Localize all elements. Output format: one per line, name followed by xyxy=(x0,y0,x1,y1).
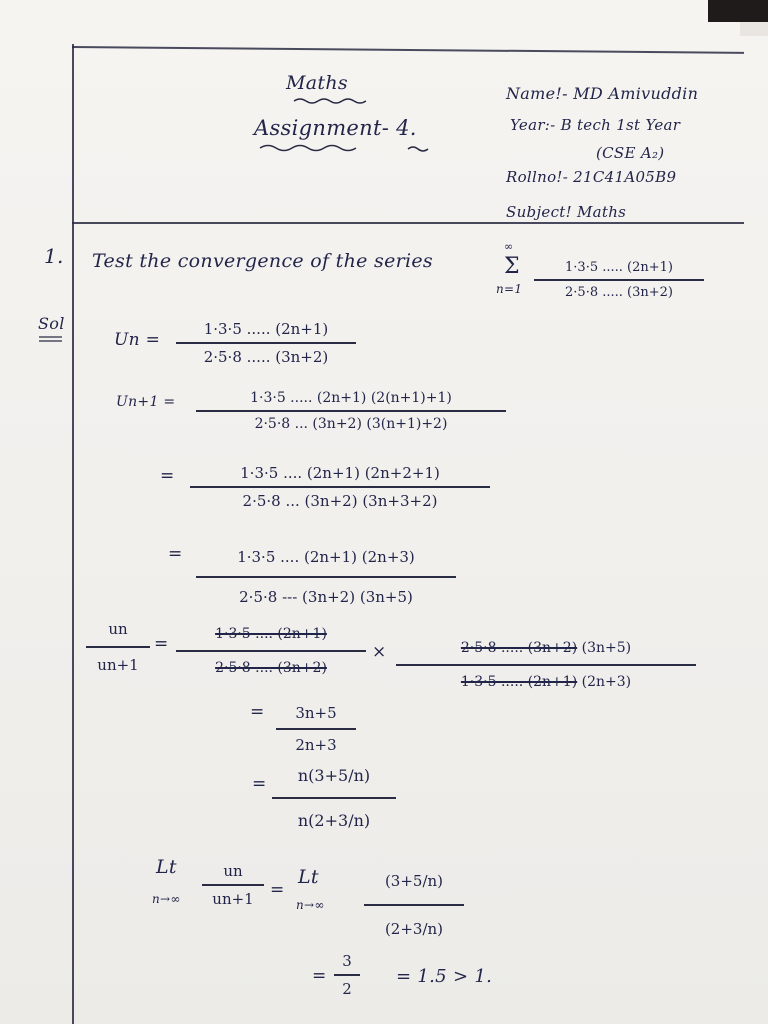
limit-rhs-denominator: (2+3/n) xyxy=(384,919,444,938)
final-denominator: 2 xyxy=(342,979,352,998)
simplified-fraction xyxy=(276,704,356,754)
equals-sign: = xyxy=(160,466,175,486)
limit-rhs-fraction xyxy=(364,872,464,938)
ratio-numerator: un xyxy=(108,620,128,638)
student-subject: Subject! Maths xyxy=(506,203,627,221)
ratio-denominator: un+1 xyxy=(97,655,139,674)
simplified-numerator: 3n+5 xyxy=(295,704,337,722)
final-result: = 1.5 > 1. xyxy=(396,966,493,987)
un-label: Un = xyxy=(114,330,161,350)
solution-label: Sol xyxy=(38,314,65,333)
ratio-second-fraction xyxy=(396,640,696,690)
subject-title: Maths xyxy=(286,72,348,94)
limit-ratio-numerator: un xyxy=(223,862,243,880)
limit-ratio-denominator: un+1 xyxy=(212,889,254,908)
assignment-title: Assignment- 4. xyxy=(254,116,417,140)
un-denominator: 2·5·8 ..... (3n+2) xyxy=(203,347,329,366)
un1-numerator: 1·3·5 ..... (2n+1) (2(n+1)+1) xyxy=(250,390,452,406)
ratio-second-denominator-cancelled: 1·3·5 ..... (2n+1) xyxy=(460,673,578,690)
ratio-first-denominator: 2·5·8 .... (3n+2) xyxy=(215,659,327,676)
un1-fraction xyxy=(196,390,506,432)
limit-rhs-subscript: n→∞ xyxy=(296,898,325,912)
fraction-bar xyxy=(334,974,360,976)
step3-denominator: 2·5·8 --- (3n+2) (3n+5) xyxy=(239,587,413,606)
step3-fraction xyxy=(196,548,456,606)
equals-sign: = xyxy=(270,880,285,900)
fraction-bar xyxy=(202,884,264,886)
question-number: 1. xyxy=(44,244,64,268)
page-corner xyxy=(740,22,768,36)
solution-underline xyxy=(38,334,64,344)
margin-line xyxy=(72,44,74,1024)
limit-ratio-fraction xyxy=(202,862,264,908)
final-fraction xyxy=(334,952,360,998)
question-text: Test the convergence of the series xyxy=(92,250,433,272)
equals-sign: = xyxy=(252,774,267,794)
fraction-bar xyxy=(276,728,356,730)
equals-sign: = xyxy=(168,544,183,564)
series-numerator: 1·3·5 ..... (2n+1) xyxy=(565,260,673,275)
equals-sign: = xyxy=(154,634,169,654)
sum-lower-limit: n=1 xyxy=(496,282,523,296)
student-year: Year:- B tech 1st Year xyxy=(510,116,681,134)
limit-rhs-label: Lt xyxy=(298,866,319,888)
fraction-bar xyxy=(86,646,150,648)
limit-rhs-numerator: (3+5/n) xyxy=(384,872,444,890)
sum-upper-limit: ∞ xyxy=(504,240,514,253)
fraction-bar xyxy=(534,279,704,281)
ratio-second-numerator: (3n+5) xyxy=(581,640,632,656)
underline-squiggle xyxy=(292,96,372,106)
un1-denominator: 2·5·8 ... (3n+2) (3(n+1)+2) xyxy=(254,415,448,432)
dark-corner-shadow xyxy=(708,0,768,22)
un1-label: Un+1 = xyxy=(116,394,176,410)
equals-sign: = xyxy=(312,966,327,986)
fraction-bar xyxy=(364,904,464,906)
step2-denominator: 2·5·8 ... (3n+2) (3n+3+2) xyxy=(242,491,438,510)
equals-sign: = xyxy=(250,702,265,722)
un-fraction xyxy=(176,320,356,366)
series-denominator: 2·5·8 ..... (3n+2) xyxy=(565,284,673,300)
limit-label: Lt xyxy=(156,856,177,878)
factored-denominator: n(2+3/n) xyxy=(297,810,371,830)
ratio-fraction xyxy=(86,620,150,674)
ratio-second-denominator: (2n+3) xyxy=(581,673,632,690)
fraction-bar xyxy=(272,797,396,799)
series-fraction xyxy=(534,260,704,300)
times-sign: × xyxy=(372,642,387,662)
student-roll: Rollno!- 21C41A05B9 xyxy=(506,168,677,186)
fraction-bar xyxy=(196,410,506,412)
un-numerator: 1·3·5 ..... (2n+1) xyxy=(203,320,329,338)
fraction-bar xyxy=(190,486,490,488)
student-name: Name!- MD Amivuddin xyxy=(506,84,699,103)
limit-subscript: n→∞ xyxy=(152,892,181,906)
fraction-bar xyxy=(196,576,456,578)
final-numerator: 3 xyxy=(342,952,352,970)
assignment-underline-squiggle xyxy=(258,142,438,154)
student-class: (CSE A₂) xyxy=(596,144,665,162)
fraction-bar xyxy=(396,664,696,666)
fraction-bar xyxy=(176,650,366,652)
ratio-first-fraction xyxy=(176,626,366,676)
step2-numerator: 1·3·5 .... (2n+1) (2n+2+1) xyxy=(240,464,440,482)
step3-numerator: 1·3·5 .... (2n+1) (2n+3) xyxy=(237,548,415,566)
factored-numerator: n(3+5/n) xyxy=(297,766,371,785)
factored-fraction xyxy=(272,766,396,830)
ratio-second-numerator-cancelled: 2·5·8 ..... (3n+2) xyxy=(460,640,578,656)
simplified-denominator: 2n+3 xyxy=(295,735,337,754)
header-divider-line xyxy=(72,222,744,224)
ratio-first-numerator: 1·3·5 .... (2n+1) xyxy=(215,626,327,642)
step2-fraction xyxy=(190,464,490,510)
sum-symbol: Σ xyxy=(504,254,520,279)
fraction-bar xyxy=(176,342,356,344)
